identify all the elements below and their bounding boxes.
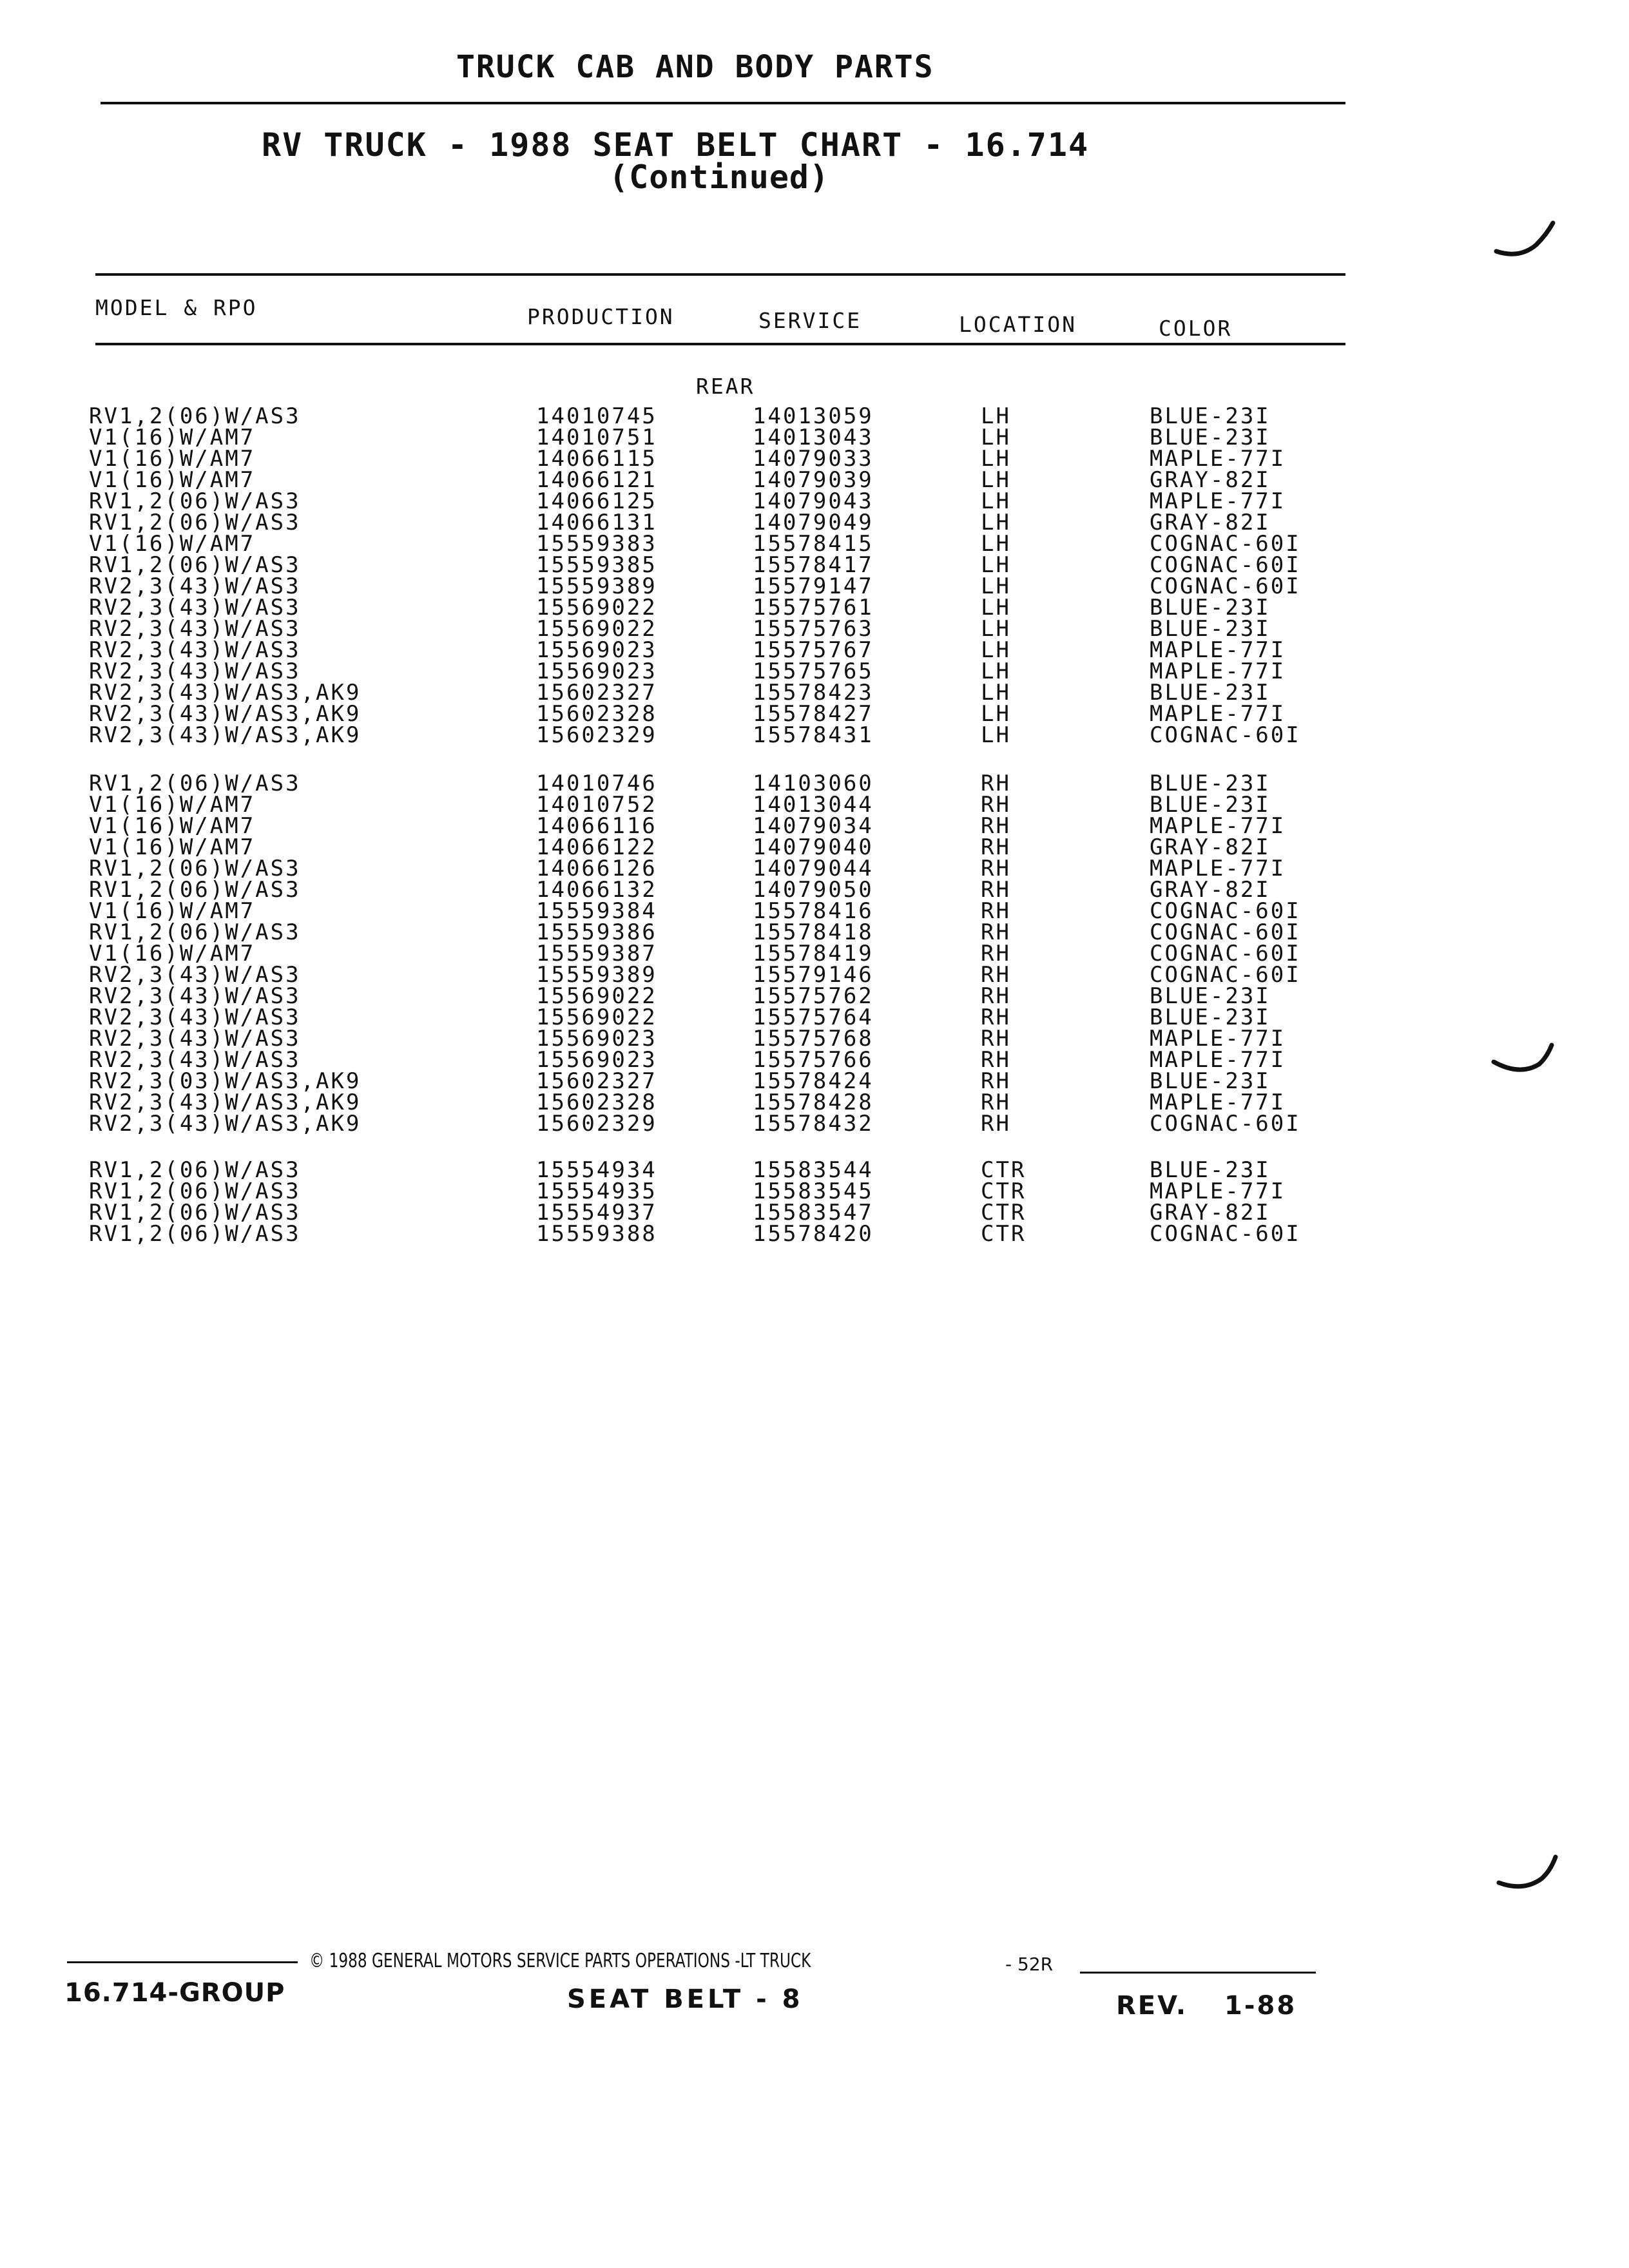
cell-service: 14013059 — [753, 403, 874, 429]
cell-location: CTR — [981, 1221, 1027, 1247]
cell-location: LH — [981, 510, 1011, 535]
cell-service: 15578419 — [753, 941, 874, 966]
check-mark-icon — [1491, 1039, 1556, 1084]
cell-production: 15559388 — [536, 1221, 657, 1247]
cell-location: LH — [981, 573, 1011, 599]
cell-location: CTR — [981, 1200, 1027, 1225]
cell-model: RV1,2(06)W/AS3 — [89, 856, 301, 881]
cell-model: V1(16)W/AM7 — [89, 531, 256, 557]
column-header-color: COLOR — [1159, 316, 1233, 341]
cell-service: 15575768 — [753, 1026, 874, 1052]
cell-service: 14079049 — [753, 510, 874, 535]
cell-model: RV2,3(43)W/AS3 — [89, 616, 301, 642]
cell-service: 14079043 — [753, 488, 874, 514]
cell-production: 14066116 — [536, 813, 657, 839]
cell-model: RV1,2(06)W/AS3 — [89, 919, 301, 945]
cell-model: RV1,2(06)W/AS3 — [89, 488, 301, 514]
cell-model: RV2,3(43)W/AS3 — [89, 1026, 301, 1052]
table-top-rule — [95, 273, 1345, 276]
cell-model: RV2,3(03)W/AS3,AK9 — [89, 1068, 361, 1094]
cell-color: MAPLE-77I — [1150, 658, 1286, 684]
group-number: 16.714-GROUP — [64, 1978, 285, 2008]
cell-model: RV2,3(43)W/AS3 — [89, 658, 301, 684]
cell-production: 15569022 — [536, 616, 657, 642]
check-mark-icon — [1494, 219, 1558, 264]
cell-model: RV1,2(06)W/AS3 — [89, 552, 301, 578]
cell-service: 15578423 — [753, 680, 874, 706]
cell-service: 15575762 — [753, 983, 874, 1009]
cell-location: LH — [981, 595, 1011, 620]
cell-production: 14010746 — [536, 771, 657, 796]
cell-location: RH — [981, 1111, 1011, 1137]
cell-location: RH — [981, 898, 1011, 924]
cell-production: 15602327 — [536, 1068, 657, 1094]
cell-model: RV2,3(43)W/AS3 — [89, 573, 301, 599]
cell-service: 15575767 — [753, 637, 874, 663]
cell-location: RH — [981, 919, 1011, 945]
cell-color: BLUE-23I — [1150, 680, 1271, 706]
cell-service: 14079050 — [753, 877, 874, 903]
cell-service: 15575764 — [753, 1004, 874, 1030]
cell-location: LH — [981, 467, 1011, 493]
cell-production: 14066115 — [536, 446, 657, 472]
cell-production: 15569023 — [536, 1026, 657, 1052]
revision: REV. 1-88 — [1116, 1991, 1297, 2021]
cell-model: V1(16)W/AM7 — [89, 941, 256, 966]
cell-production: 15559383 — [536, 531, 657, 557]
cell-model: RV1,2(06)W/AS3 — [89, 877, 301, 903]
cell-location: LH — [981, 616, 1011, 642]
cell-color: COGNAC-60I — [1150, 552, 1301, 578]
table-row — [0, 722, 1629, 748]
cell-color: COGNAC-60I — [1150, 919, 1301, 945]
cell-color: BLUE-23I — [1150, 771, 1271, 796]
cell-production: 14066126 — [536, 856, 657, 881]
cell-service: 14079034 — [753, 813, 874, 839]
cell-color: BLUE-23I — [1150, 616, 1271, 642]
cell-location: LH — [981, 552, 1011, 578]
cell-model: RV2,3(43)W/AS3 — [89, 962, 301, 988]
cell-service: 15579146 — [753, 962, 874, 988]
cell-color: COGNAC-60I — [1150, 531, 1301, 557]
cell-service: 15579147 — [753, 573, 874, 599]
cell-production: 15602329 — [536, 722, 657, 748]
cell-production: 14010751 — [536, 425, 657, 450]
cell-color: MAPLE-77I — [1150, 701, 1286, 727]
cell-color: MAPLE-77I — [1150, 488, 1286, 514]
cell-service: 14079040 — [753, 834, 874, 860]
cell-service: 15583547 — [753, 1200, 874, 1225]
cell-location: LH — [981, 680, 1011, 706]
cell-service: 15578420 — [753, 1221, 874, 1247]
cell-color: BLUE-23I — [1150, 792, 1271, 818]
cell-location: LH — [981, 701, 1011, 727]
cell-location: LH — [981, 658, 1011, 684]
cell-production: 14010745 — [536, 403, 657, 429]
column-header-production: PRODUCTION — [527, 304, 675, 329]
cell-model: RV2,3(43)W/AS3 — [89, 637, 301, 663]
cell-color: BLUE-23I — [1150, 983, 1271, 1009]
cell-model: RV2,3(43)W/AS3 — [89, 1004, 301, 1030]
cell-production: 15569022 — [536, 595, 657, 620]
cell-service: 14103060 — [753, 771, 874, 796]
cell-service: 15578418 — [753, 919, 874, 945]
cell-location: LH — [981, 637, 1011, 663]
cell-location: LH — [981, 488, 1011, 514]
cell-location: CTR — [981, 1157, 1027, 1183]
table-row — [0, 1221, 1629, 1247]
cell-model: V1(16)W/AM7 — [89, 834, 256, 860]
page-reference: - 52R — [1005, 1954, 1054, 1975]
cell-location: RH — [981, 962, 1011, 988]
table-header-rule — [95, 343, 1345, 345]
cell-color: COGNAC-60I — [1150, 722, 1301, 748]
cell-model: RV1,2(06)W/AS3 — [89, 1200, 301, 1225]
cell-color: BLUE-23I — [1150, 403, 1271, 429]
cell-model: V1(16)W/AM7 — [89, 792, 256, 818]
cell-production: 15554934 — [536, 1157, 657, 1183]
cell-location: RH — [981, 856, 1011, 881]
cell-location: RH — [981, 1004, 1011, 1030]
cell-model: RV2,3(43)W/AS3,AK9 — [89, 1111, 361, 1137]
cell-location: RH — [981, 1090, 1011, 1115]
cell-service: 14079039 — [753, 467, 874, 493]
cell-production: 14066131 — [536, 510, 657, 535]
cell-service: 14079033 — [753, 446, 874, 472]
cell-model: RV2,3(43)W/AS3 — [89, 983, 301, 1009]
cell-model: V1(16)W/AM7 — [89, 467, 256, 493]
cell-color: BLUE-23I — [1150, 595, 1271, 620]
section-name: SEAT BELT - 8 — [567, 1984, 804, 2014]
cell-service: 15575761 — [753, 595, 874, 620]
cell-color: MAPLE-77I — [1150, 637, 1286, 663]
cell-model: RV1,2(06)W/AS3 — [89, 1221, 301, 1247]
cell-location: RH — [981, 1026, 1011, 1052]
cell-color: COGNAC-60I — [1150, 898, 1301, 924]
cell-production: 15569023 — [536, 1047, 657, 1073]
chart-title-continued: (Continued) — [609, 159, 830, 196]
cell-color: GRAY-82I — [1150, 1200, 1271, 1225]
cell-production: 15559389 — [536, 962, 657, 988]
cell-model: RV2,3(43)W/AS3,AK9 — [89, 722, 361, 748]
cell-color: BLUE-23I — [1150, 1004, 1271, 1030]
cell-color: COGNAC-60I — [1150, 941, 1301, 966]
column-header-location: LOCATION — [959, 312, 1077, 337]
cell-production: 14010752 — [536, 792, 657, 818]
cell-location: RH — [981, 771, 1011, 796]
cell-production: 15602328 — [536, 701, 657, 727]
cell-service: 15578431 — [753, 722, 874, 748]
cell-color: MAPLE-77I — [1150, 1026, 1286, 1052]
cell-production: 15554937 — [536, 1200, 657, 1225]
cell-service: 15578416 — [753, 898, 874, 924]
cell-color: GRAY-82I — [1150, 877, 1271, 903]
cell-location: RH — [981, 877, 1011, 903]
cell-model: RV2,3(43)W/AS3,AK9 — [89, 680, 361, 706]
cell-service: 15575766 — [753, 1047, 874, 1073]
footer-rule-right — [1080, 1972, 1316, 1974]
cell-production: 14066125 — [536, 488, 657, 514]
column-header-model: MODEL & RPO — [95, 295, 258, 320]
cell-location: LH — [981, 446, 1011, 472]
cell-production: 15559389 — [536, 573, 657, 599]
footer-rule-left — [67, 1961, 298, 1963]
cell-color: GRAY-82I — [1150, 510, 1271, 535]
cell-model: V1(16)W/AM7 — [89, 446, 256, 472]
cell-production: 15559384 — [536, 898, 657, 924]
cell-service: 15578424 — [753, 1068, 874, 1094]
cell-model: V1(16)W/AM7 — [89, 898, 256, 924]
cell-model: RV1,2(06)W/AS3 — [89, 403, 301, 429]
cell-model: RV2,3(43)W/AS3,AK9 — [89, 701, 361, 727]
cell-model: V1(16)W/AM7 — [89, 813, 256, 839]
cell-model: RV1,2(06)W/AS3 — [89, 1178, 301, 1204]
cell-production: 15559386 — [536, 919, 657, 945]
cell-production: 14066121 — [536, 467, 657, 493]
cell-production: 15569022 — [536, 1004, 657, 1030]
cell-color: BLUE-23I — [1150, 425, 1271, 450]
cell-service: 15575765 — [753, 658, 874, 684]
cell-model: RV2,3(43)W/AS3 — [89, 1047, 301, 1073]
cell-color: BLUE-23I — [1150, 1068, 1271, 1094]
cell-location: RH — [981, 1068, 1011, 1094]
cell-service: 15578415 — [753, 531, 874, 557]
cell-model: RV2,3(43)W/AS3 — [89, 595, 301, 620]
cell-color: GRAY-82I — [1150, 467, 1271, 493]
cell-production: 15554935 — [536, 1178, 657, 1204]
cell-model: RV1,2(06)W/AS3 — [89, 1157, 301, 1183]
cell-production: 15569023 — [536, 637, 657, 663]
cell-production: 15602329 — [536, 1111, 657, 1137]
cell-color: BLUE-23I — [1150, 1157, 1271, 1183]
cell-location: RH — [981, 792, 1011, 818]
cell-service: 15578417 — [753, 552, 874, 578]
cell-color: GRAY-82I — [1150, 834, 1271, 860]
cell-location: LH — [981, 403, 1011, 429]
cell-service: 14013044 — [753, 792, 874, 818]
cell-color: MAPLE-77I — [1150, 1178, 1286, 1204]
check-mark-icon — [1496, 1853, 1561, 1898]
cell-color: COGNAC-60I — [1150, 573, 1301, 599]
cell-service: 15583545 — [753, 1178, 874, 1204]
cell-location: RH — [981, 941, 1011, 966]
cell-service: 14079044 — [753, 856, 874, 881]
cell-color: MAPLE-77I — [1150, 446, 1286, 472]
cell-color: MAPLE-77I — [1150, 856, 1286, 881]
cell-color: MAPLE-77I — [1150, 813, 1286, 839]
cell-service: 15578432 — [753, 1111, 874, 1137]
cell-location: LH — [981, 531, 1011, 557]
cell-production: 15569023 — [536, 658, 657, 684]
cell-production: 14066132 — [536, 877, 657, 903]
header-rule — [101, 102, 1345, 104]
cell-service: 14013043 — [753, 425, 874, 450]
cell-production: 15569022 — [536, 983, 657, 1009]
copyright-notice: © 1988 GENERAL MOTORS SERVICE PARTS OPERATIONS -LT TRUCK — [309, 1950, 811, 1972]
cell-production: 15602327 — [536, 680, 657, 706]
cell-production: 15559387 — [536, 941, 657, 966]
cell-color: COGNAC-60I — [1150, 962, 1301, 988]
cell-service: 15575763 — [753, 616, 874, 642]
cell-location: RH — [981, 834, 1011, 860]
column-header-service: SERVICE — [758, 308, 862, 333]
cell-location: RH — [981, 1047, 1011, 1073]
cell-color: COGNAC-60I — [1150, 1221, 1301, 1247]
cell-location: LH — [981, 722, 1011, 748]
section-label-rear: REAR — [696, 374, 755, 399]
cell-production: 14066122 — [536, 834, 657, 860]
cell-location: LH — [981, 425, 1011, 450]
cell-location: RH — [981, 983, 1011, 1009]
cell-location: RH — [981, 813, 1011, 839]
cell-service: 15578428 — [753, 1090, 874, 1115]
cell-location: CTR — [981, 1178, 1027, 1204]
cell-service: 15583544 — [753, 1157, 874, 1183]
cell-color: MAPLE-77I — [1150, 1090, 1286, 1115]
cell-color: MAPLE-77I — [1150, 1047, 1286, 1073]
cell-model: RV2,3(43)W/AS3,AK9 — [89, 1090, 361, 1115]
cell-production: 15559385 — [536, 552, 657, 578]
chart-title: RV TRUCK - 1988 SEAT BELT CHART - 16.714 — [262, 126, 1090, 164]
cell-model: RV1,2(06)W/AS3 — [89, 771, 301, 796]
page-header: TRUCK CAB AND BODY PARTS — [456, 49, 934, 85]
cell-color: COGNAC-60I — [1150, 1111, 1301, 1137]
cell-service: 15578427 — [753, 701, 874, 727]
cell-production: 15602328 — [536, 1090, 657, 1115]
cell-model: V1(16)W/AM7 — [89, 425, 256, 450]
cell-model: RV1,2(06)W/AS3 — [89, 510, 301, 535]
table-row — [0, 1113, 1629, 1135]
